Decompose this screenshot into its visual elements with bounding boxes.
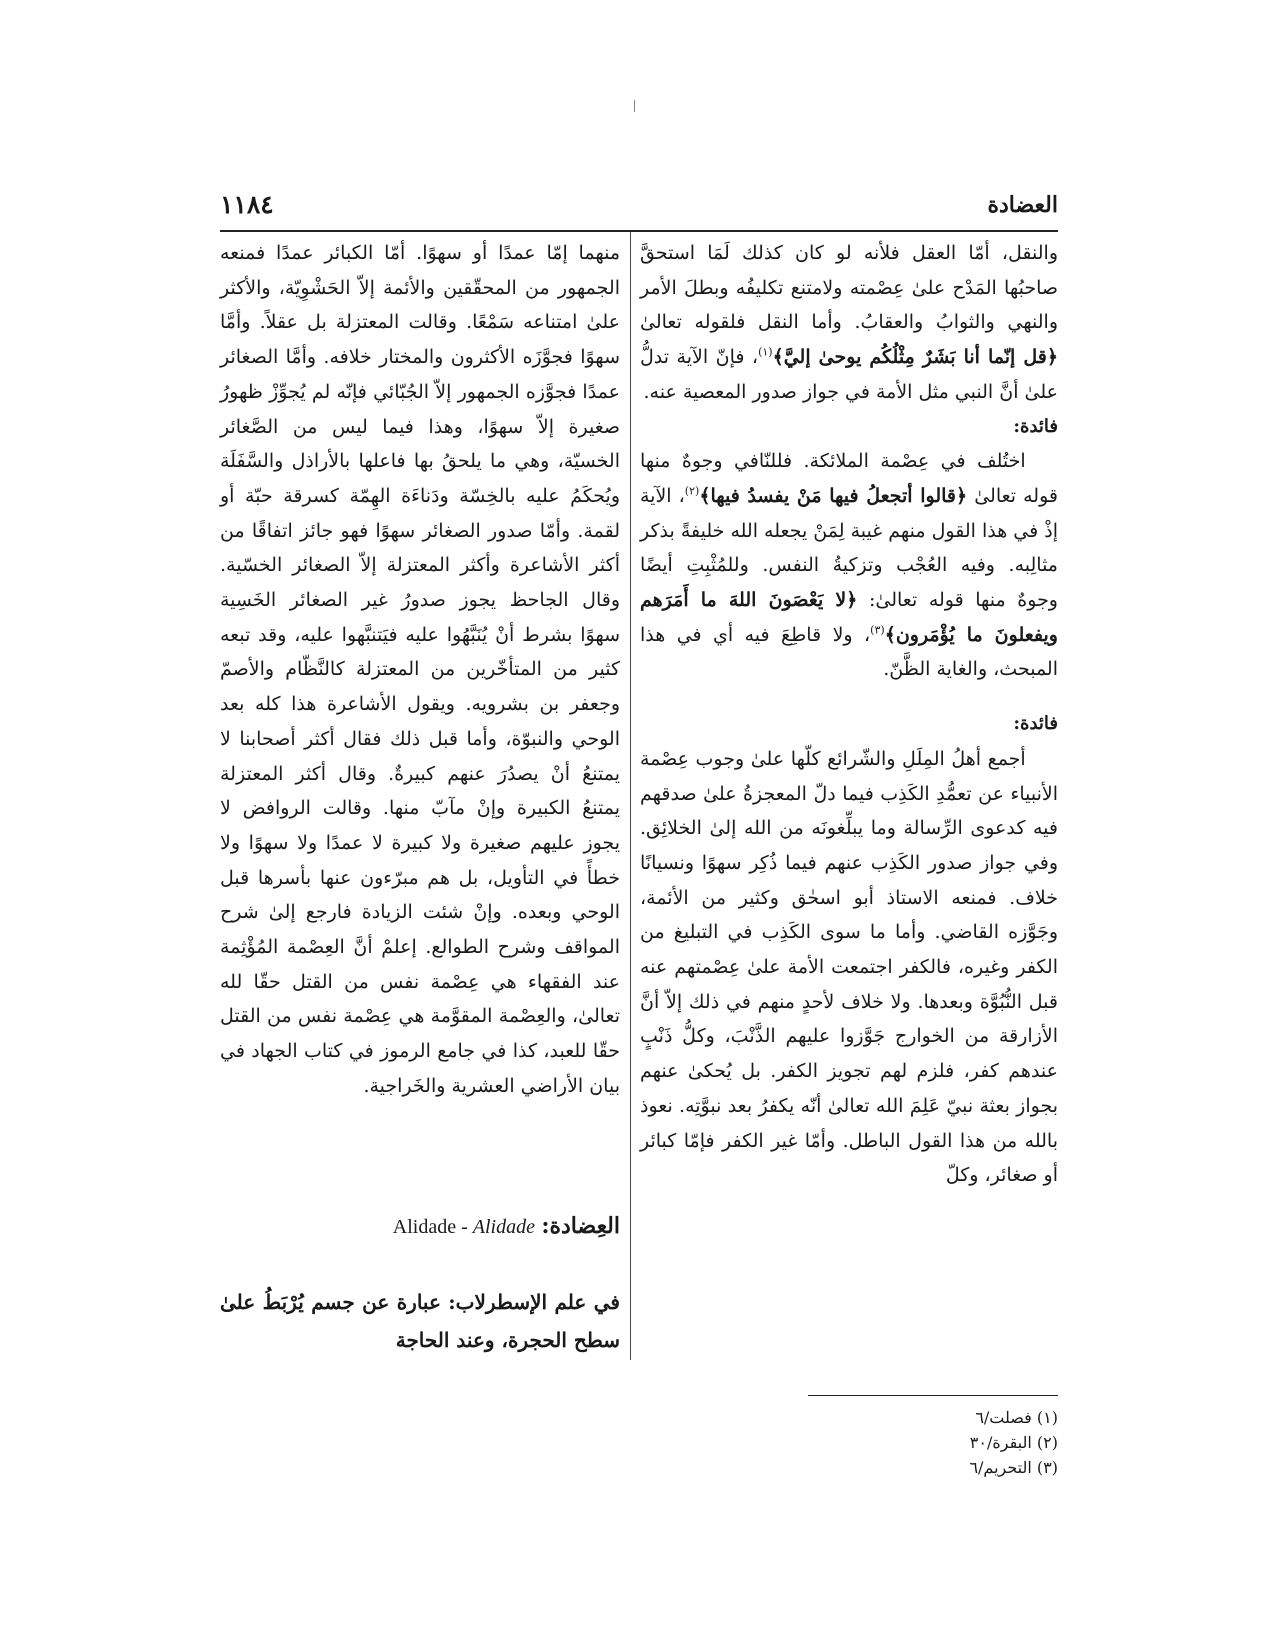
header-rule <box>220 230 1058 232</box>
rc-text-1: والنقل، أمّا العقل فلأنه لو كان كذلك لَمَا استحقَّ صاحبُها المَدْح علىٰ عِصْمته ولامتنع تكليفُه وبطلَ الأمر والنهي والثوابُ والعقابُ. وأما النقل فلقوله تعالىٰ <box>640 242 1058 334</box>
rc-text-2a: اختُلف في عِصْمة الملائكة. فللنّافي وجوهٌ منها قوله تعالىٰ <box>640 450 1058 507</box>
right-paragraph-3: أجمع أهلُ المِلَلِ والشّرائع كلّها علىٰ وجوب عِصْمة الأنبياء عن تعمُّدِ الكَذِب فيما دلّ المعجزةُ علىٰ صدقهم فيه كدعوى الرِّسالة وما يبلِّغونَه من الله إلىٰ الخلائِق. وفي جواز صدور الكَذِب عنهم فيما ذُكِر سهوًا ونسيانًا خلاف. فمنعه الاستاذ أبو اسحٰق وكثير من الأئمة، وجَوَّزه القاضي. وأما ما سوى الكَذِب في التبليغ من الكفر وغيره، فالكفر اجتمعت الأمة علىٰ عِصْمتهم عنه قبل النُّبُوَّة وبعدها. ولا خلاف لأحدٍ منهم في ذلك إلاّ أنَّ الأزارقة من الخوارج جَوَّزوا عليهم الذَّنْبَ، وكلُّ ذَنْبٍ عندهم كفر، فلزم لهم تجويز الكفر. بل يُحكىٰ عنهم بجواز بعثة نبيّ عَلِمَ الله تعالىٰ أنّه يكفرُ بعد نبوَّتِه. نعوذ بالله من هذا القول الباطل. وأمّا غير الكفر فإمّا كبائر أو صغائر، وكلّ <box>640 747 1058 1187</box>
entry-definition: في علم الإسطرلاب: عبارة عن جسم يُرْبَطُ علىٰ سطح الحجرة، وعند الحاجة <box>220 1290 620 1352</box>
rc-text-2b: ، الآية إذْ في هذا القول منهم غيبة لِمَنْ يجعله الله خليفةً بذكر مثالِبه. وفيه العُجْب وتزكيةُ النفس. وللمُثْبِتِ أيضًا وجوهٌ منها قوله تعالىٰ: <box>640 484 1058 612</box>
right-paragraph-1 <box>640 236 1058 410</box>
quran-quote-3: ﴿لا يَعْصَونَ اللهَ ما أَمَرَهم ويفعلونَ ما يُؤْمَرون﴾ <box>640 589 1058 646</box>
quran-quote-2: ﴿قالوا أتجعلُ فيها مَنْ يفسدُ فيها﴾ <box>699 484 968 507</box>
footnote-ref-2: (٢) <box>684 484 700 498</box>
footnote-1: (١) فصلت/٦ <box>975 1408 1058 1427</box>
footnote-2: (٢) البقرة/٣٠ <box>969 1433 1058 1452</box>
footnotes <box>969 1405 1058 1480</box>
rc-text-1b: ، فإنّ الآية تدلُّ علىٰ أنَّ النبي مثل الأمة في جواز صدور المعصية عنه. <box>640 346 1058 403</box>
quran-quote-1: ﴿قل إنّما أنا بَشَرٌ مِثْلُكُم يوحىٰ إليَّ﴾ <box>772 346 1058 369</box>
entry-term-arabic: العِضادة: <box>541 1213 620 1239</box>
right-paragraph-2 <box>640 444 1058 687</box>
entry-term-english: Alidade - <box>392 1216 468 1238</box>
dictionary-entry-heading <box>220 1213 620 1239</box>
footnote-ref-1: (١) <box>758 345 773 359</box>
entry-term-french: Alidade <box>472 1216 535 1238</box>
section-label-1: فائدة: <box>1013 415 1058 437</box>
footnote-3: (٣) التحريم/٦ <box>969 1458 1058 1477</box>
right-column <box>640 236 1058 1193</box>
page-number: ١١٨٤ <box>220 190 274 219</box>
left-paragraph-1: منهما إمّا عمدًا أو سهوًا. أمّا الكبائر عمدًا فمنعه الجمهور من المحقّقين والأئمة إلاّ الحَشْوِيّة، والأكثر علىٰ امتناعه سَمْعًا. وقالت المعتزلة بل عقلاً. وأمَّا سهوًا فجوَّزَه الأكثرون والمختار خلافه. وأمَّا الصغائر عمدًا فجوَّزه الجمهور إلاّ الجُبّائي فإنّه لم يُجوِّزْ ظهورُ صغيرة إلاّ سهوًا، وهذا فيما ليس من الصَّغائر الخسيّة، وهي ما يلحقُ بها فاعلها بالأراذل والسَّفَلَة ويُحكَمُ عليه بالخِسّة ودَناءَة الهِمّة كسرقة حبّة أو لقمة. وأمّا صدور الصغائر سهوًا فهو جائز اتفاقًا من أكثر الأشاعرة وأكثر المعتزلة إلاّ الصغائر الخسّية. وقال الجاحظ يجوز صدورُ غير الصغائر الخَسِية سهوًا بشرط أنْ يُنَبَّهُوا عليه فيَتنبَّهوا عليه، وقد تبعه كثير من المتأخّرين من المعتزلة كالنَّظّام والأصمّ وجعفر بن بشرويه. ويقول الأشاعرة هذا كله بعد الوحي والنبوّة، وأما قبل ذلك فقال أكثر أصحابنا لا يمتنعُ أنْ يصدُرَ عنهم كبيرةٌ. وقال أكثر المعتزلة يمتنعُ الكبيرة وإنْ مآبّ منها. وقالت الروافض لا يجوز عليهم صغيرة ولا كبيرة لا عمدًا ولا سهوًا ولا خطأً في التأويل، بل هم مبرّءون عنها بأسرها قبل الوحي وبعده. وإنْ شئت الزيادة فارجع إلىٰ شرح المواقف وشرح الطوالع. إعلمْ أنَّ العِصْمة المُؤْثِمة عند الفقهاء هي عِصْمة نفس من القتل حقّا لله تعالىٰ، والعِصْمة المقوَّمة هي عِصْمة نفس من القتل حقّا للعبد، كذا في جامع الرموز في كتاب الجهاد في بيان الأراضي العشرية والخَراجية. <box>220 242 621 1097</box>
section-label-2: فائدة: <box>1013 713 1058 735</box>
spacer <box>640 687 1058 707</box>
column-divider <box>630 232 631 1360</box>
rc-text-2c: ، ولا قاطِعَ فيه أي في هذا المبحث، والغاية الظَّنّ. <box>640 623 1058 681</box>
header-title: العضادة <box>987 192 1058 218</box>
footnote-rule <box>808 1395 1058 1396</box>
running-header <box>220 188 1058 228</box>
registration-mark <box>634 100 635 112</box>
entry-term-latin <box>393 1216 535 1238</box>
left-column <box>220 236 620 1104</box>
footnote-ref-3: (٣) <box>870 623 885 637</box>
